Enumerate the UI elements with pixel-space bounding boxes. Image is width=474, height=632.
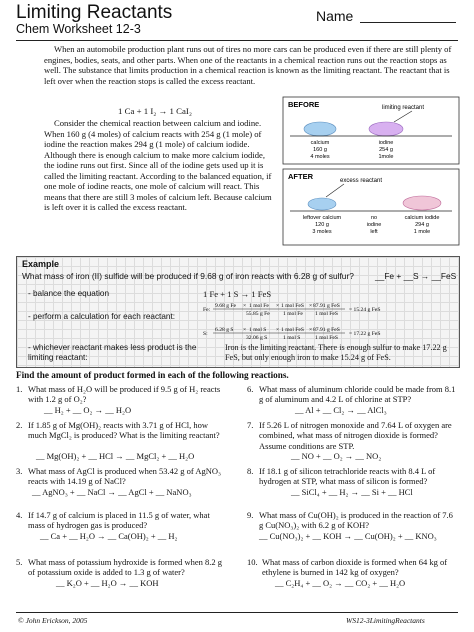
problem-equation: __ AgNO₃ + __ NaCl → __ AgCl + __ NaNO₃ xyxy=(32,487,192,497)
problem-number: 6. xyxy=(247,384,254,394)
footer-divider xyxy=(16,612,458,613)
reaction-diagram xyxy=(282,96,460,246)
problem-7 xyxy=(247,420,459,464)
s-row-label: S: xyxy=(203,331,208,337)
no-iodine-1: no xyxy=(370,215,378,221)
problem-10 xyxy=(247,557,459,601)
s-d1: 32.06 g S xyxy=(246,335,268,341)
problem-5 xyxy=(16,557,224,601)
example-box xyxy=(16,256,460,368)
fe-d3: 1 mol FeS xyxy=(315,311,339,317)
iodine-label: iodine xyxy=(378,140,394,146)
problem-equation: __ H₂ + __ O₂ → __ H₂O xyxy=(44,405,132,415)
s-m3: 87.91 g FeS xyxy=(313,327,340,333)
fe-m1: 1 mol Fe xyxy=(249,303,269,309)
problem-number: 9. xyxy=(247,510,254,520)
name-blank-line[interactable] xyxy=(360,22,456,23)
s-m2: 1 mol FeS xyxy=(281,327,305,333)
problem-text: What mass of Cu(OH)₂ is produced in the reaction of 7.6 g Cu(NO₃)₂ with 6.2 g of KOH? xyxy=(259,510,453,531)
fe-d2: 1 mol Fe xyxy=(283,311,303,317)
calcium-label: calcium xyxy=(310,140,330,146)
name-label: Name xyxy=(316,8,354,24)
problem-equation: __ Cu(NO₃)₂ + __ KOH → __ Cu(OH)₂ + __ KNO₃ xyxy=(259,531,437,541)
leftover-mass: 120 g xyxy=(315,222,329,228)
fe-mult3: × xyxy=(309,303,313,309)
problem-equation: __ SiCl₄ + __ H₂ → __ Si + __ HCl xyxy=(291,487,413,497)
problem-equation: __ Mg(OH)₂ + __ HCl → __ MgCl₂ + __ H₂O xyxy=(36,451,195,461)
explanation-paragraph: Consider the chemical reaction between calcium and iodine. When 160 g (4 moles) of calcium reacts with 254 g (1 mole) of iodine the reaction makes 294 g (1 mole) of calcium iodide. Although there is enough calcium to make more calcium iodide, the iodine runs out first. Since all of the iodine gets used up it is called the limiting reactant. According to the balanced equation, if one mole of iodine reacts, one mole of calcium will react. This means that there are still 3 moles of calcium left. Because calcium is left over it is called the excess reactant. xyxy=(44,118,272,212)
problem-text: If 5.26 L of nitrogen monoxide and 7.64 L of oxygen are combined, what mass of nitrogen dioxide is formed? Assume conditions are STP. xyxy=(259,420,452,451)
no-iodine-2: iodine xyxy=(366,222,382,228)
s-mult2: × xyxy=(276,327,280,333)
leftover-calcium-blob xyxy=(308,198,336,210)
iodine-blob xyxy=(369,122,403,136)
calcium-moles: 4 moles xyxy=(310,154,330,160)
problem-number: 5. xyxy=(16,557,23,567)
s-m1: 1 mol S xyxy=(249,327,267,333)
header-divider xyxy=(16,40,458,41)
iodine-mass: 254 g xyxy=(379,147,393,153)
excess-reactant-label: excess reactant xyxy=(340,178,383,184)
problem-number: 1. xyxy=(16,384,23,394)
leftover-moles: 3 moles xyxy=(312,229,332,235)
problem-number: 7. xyxy=(247,420,254,430)
s-mult3: × xyxy=(309,327,313,333)
no-iodine-3: left xyxy=(370,229,378,235)
fe-d1: 55.85 g Fe xyxy=(246,311,270,317)
iodine-moles: 1mole xyxy=(378,154,394,160)
example-balanced-equation: 1 Fe + 1 S → 1 FeS xyxy=(203,289,272,299)
iodide-mass: 294 g xyxy=(415,222,429,228)
problem-3 xyxy=(16,466,224,510)
problem-equation: __ NO + __ O₂ → __ NO₂ xyxy=(291,451,382,461)
intro-paragraph: When an automobile production plant runs out of tires no more cars can be produced even if there are still plenty of engines, bodies, seats, and other parts. When one of the reactants in a chemical reaction runs out the reaction stops as well. The substance that limits production in a chemical reaction is known as the limiting reactant. The reactant that is left over when the reaction stops is called the excess reactant. xyxy=(44,44,452,86)
problem-text: What mass of potassium hydroxide is formed when 8.2 g of potassium oxide is added to 1.3 g of water? xyxy=(28,557,223,578)
fe-mult2: × xyxy=(276,303,280,309)
calcium-iodine-equation: 1 Ca + 1 I₂ → 1 CaI₂ xyxy=(118,106,192,116)
leftover-label: leftover calcium xyxy=(302,215,342,221)
calcium-mass: 160 g xyxy=(313,147,327,153)
problem-9 xyxy=(247,510,459,554)
fe-mult: × xyxy=(243,303,247,309)
iodide-label: calcium iodide xyxy=(404,215,440,221)
example-conclusion: Iron is the limiting reactant. There is enough sulfur to make 17.22 g FeS, but only enough iron to make 15.24 g of FeS. xyxy=(225,343,447,362)
s-result: = 17.22 g FeS xyxy=(349,331,381,337)
example-calculations xyxy=(203,301,443,343)
fe-given: 9.68 g Fe xyxy=(215,303,236,309)
example-blank-equation: __Fe + __S → __FeS xyxy=(375,271,457,281)
worksheet-subtitle: Chem Worksheet 12-3 xyxy=(16,22,141,36)
problem-number: 3. xyxy=(16,466,23,476)
before-label: BEFORE xyxy=(288,100,320,109)
example-title: Example xyxy=(22,259,60,269)
problem-equation: __ C₂H₄ + __ O₂ → __ CO₂ + __ H₂O xyxy=(275,578,406,588)
s-mult: × xyxy=(243,327,247,333)
example-step-compare: - whichever reactant makes less product is the limiting reactant: xyxy=(28,343,197,362)
problems-heading: Find the amount of product formed in each of the following reactions. xyxy=(16,370,289,380)
example-question: What mass of iron (II) sulfide will be produced if 9.68 g of iron reacts with 6.28 g of sulfur? xyxy=(22,271,354,281)
problem-number: 4. xyxy=(16,510,23,520)
example-step-balance: - balance the equation xyxy=(28,289,110,298)
problem-number: 10. xyxy=(247,557,258,567)
problem-number: 2. xyxy=(16,420,23,430)
problem-2 xyxy=(16,420,224,464)
limiting-reactant-label: limiting reactant xyxy=(382,105,425,111)
problem-text: If 1.85 g of Mg(OH)₂ reacts with 3.71 g of HCl, how much MgCl₂ is produced? What is the limiting reactant? xyxy=(28,420,220,441)
page-title: Limiting Reactants xyxy=(16,2,173,23)
fe-row-label: Fe: xyxy=(203,307,211,313)
fe-result: = 15.24 g FeS xyxy=(349,307,381,313)
iodide-moles: 1 mole xyxy=(413,229,431,235)
problem-4 xyxy=(16,510,224,554)
copyright-text: © John Erickson, 2005 xyxy=(18,616,88,625)
fe-m2: 1 mol FeS xyxy=(281,303,305,309)
problem-text: What mass of AgCl is produced when 53.42 g of AgNO₃ reacts with 14.19 g of NaCl? xyxy=(28,466,222,487)
problem-number: 8. xyxy=(247,466,254,476)
after-label: AFTER xyxy=(288,172,313,181)
s-given: 6.28 g S xyxy=(215,327,234,333)
problem-text: What mass of carbon dioxide is formed when 64 kg of ethylene is burned in 142 kg of oxygen? xyxy=(262,557,448,578)
problem-text: If 14.7 g of calcium is placed in 11.5 g of water, what mass of hydrogen gas is produced? xyxy=(28,510,210,531)
s-d2: 1 mol S xyxy=(283,335,301,341)
calcium-blob xyxy=(304,122,336,136)
problem-equation: __ Ca + __ H₂O → __ Ca(OH)₂ + __ H₂ xyxy=(40,531,178,541)
problem-8 xyxy=(247,466,459,510)
problem-equation: __ Al + __ Cl₂ → __ AlCl₃ xyxy=(295,405,387,415)
worksheet-code: WS12-3LimitingReactants xyxy=(346,616,425,625)
calcium-iodide-blob xyxy=(403,196,441,210)
fe-m3: 87.91 g FeS xyxy=(313,303,340,309)
s-d3: 1 mol FeS xyxy=(315,335,339,341)
problem-text: What mass of aluminum chloride could be made from 8.1 g of aluminum and 4.2 L of chlorine at STP? xyxy=(259,384,456,405)
problem-text: What mass of H₂O will be produced if 9.5 g of H₂ reacts with 1.2 g of O₂? xyxy=(28,384,221,405)
problem-equation: __ K₂O + __ H₂O → __ KOH xyxy=(56,578,159,588)
example-step-calculate: - perform a calculation for each reactant: xyxy=(28,312,175,321)
problem-text: If 18.1 g of silicon tetrachloride reacts with 8.4 L of hydrogen at STP, what mass of silicon is formed? xyxy=(259,466,436,487)
